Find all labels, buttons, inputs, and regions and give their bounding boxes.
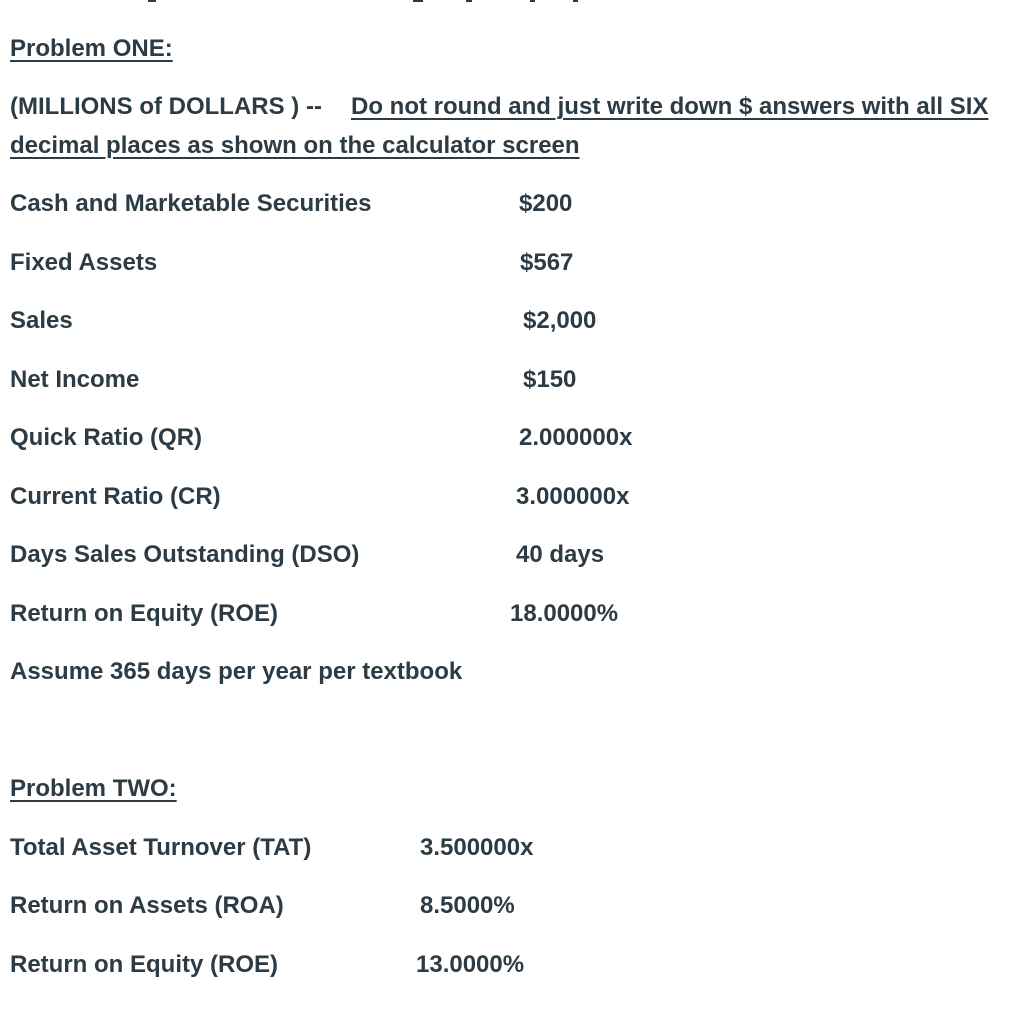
row-label-roe-two: Return on Equity (ROE)	[10, 951, 278, 978]
assumption-note: Assume 365 days per year per textbook	[10, 658, 463, 685]
row-label-sales: Sales	[10, 307, 73, 334]
row-value-roa: 8.5000%	[420, 892, 515, 919]
row-label-current-ratio: Current Ratio (CR)	[10, 483, 221, 510]
row-value-current-ratio: 3.000000x	[516, 483, 630, 510]
row-value-cash: $200	[519, 190, 573, 217]
cropped-text-fragments	[0, 0, 1024, 8]
row-value-sales: $2,000	[523, 307, 597, 334]
problem-two-heading: Problem TWO:	[10, 775, 177, 802]
row-label-quick-ratio: Quick Ratio (QR)	[10, 424, 203, 451]
row-value-tat: 3.500000x	[420, 834, 534, 861]
row-value-fixed-assets: $567	[520, 249, 574, 276]
row-label-net-income: Net Income	[10, 366, 140, 393]
row-label-roa: Return on Assets (ROA)	[10, 892, 284, 919]
row-value-dso: 40 days	[516, 541, 605, 568]
problem-one-heading: Problem ONE:	[10, 35, 173, 62]
row-label-dso: Days Sales Outstanding (DSO)	[10, 541, 360, 568]
cropped-top-text	[0, 0, 1024, 8]
row-value-roe: 18.0000%	[510, 600, 619, 627]
row-value-quick-ratio: 2.000000x	[519, 424, 633, 451]
row-label-fixed-assets: Fixed Assets	[10, 249, 158, 276]
row-label-tat: Total Asset Turnover (TAT)	[10, 834, 312, 861]
instruction-line-2: decimal places as shown on the calculator screen	[10, 132, 580, 159]
row-value-net-income: $150	[523, 366, 577, 393]
row-label-cash: Cash and Marketable Securities	[10, 190, 372, 217]
instruction-line-1: Do not round and just write down $ answers with all SIX	[351, 93, 989, 120]
row-value-roe-two: 13.0000%	[416, 951, 525, 978]
row-label-roe: Return on Equity (ROE)	[10, 600, 278, 627]
units-prefix: (MILLIONS of DOLLARS ) --	[10, 93, 322, 120]
